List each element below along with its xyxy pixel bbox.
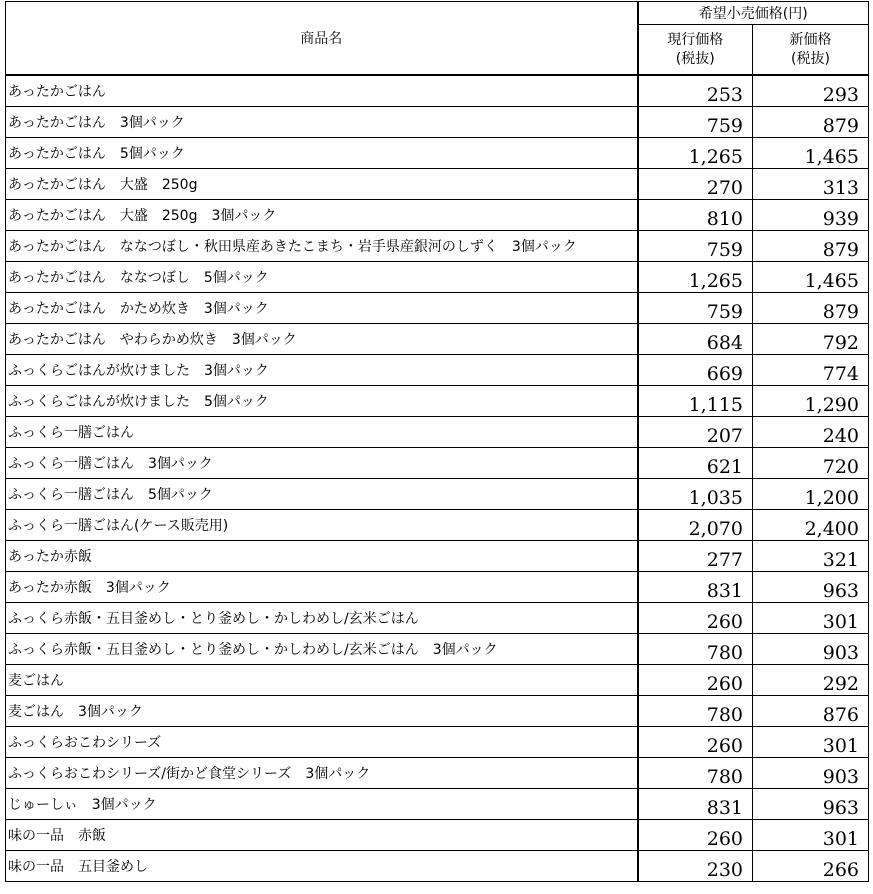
product-name-cell: 麦ごはん 3個パック — [6, 696, 638, 727]
current-price-cell: 207 — [638, 417, 753, 448]
current-price-cell: 1,265 — [638, 138, 753, 169]
table-header — [6, 2, 869, 76]
product-name-cell: あったかごはん 大盛 250g — [6, 169, 638, 200]
product-name-cell: あったかごはん ななつぼし 5個パック — [6, 262, 638, 293]
product-name-cell: ふっくら一膳ごはん 3個パック — [6, 448, 638, 479]
current-price-cell: 831 — [638, 789, 753, 820]
new-price-cell: 792 — [753, 324, 869, 355]
current-price-cell: 1,035 — [638, 479, 753, 510]
table-row — [6, 448, 869, 479]
table-row — [6, 355, 869, 386]
new-price-cell: 321 — [753, 541, 869, 572]
product-name-cell: あったかごはん — [6, 75, 638, 107]
new-price-cell: 1,465 — [753, 262, 869, 293]
product-name-cell: あったか赤飯 3個パック — [6, 572, 638, 603]
new-price-cell: 903 — [753, 634, 869, 665]
product-name-cell: ふっくらおこわシリーズ/街かど食堂シリーズ 3個パック — [6, 758, 638, 789]
product-name-cell: ふっくら一膳ごはん — [6, 417, 638, 448]
new-price-cell: 301 — [753, 727, 869, 758]
table-row — [6, 572, 869, 603]
table-row — [6, 727, 869, 758]
product-name-cell: あったかごはん 3個パック — [6, 107, 638, 138]
new-price-cell: 879 — [753, 293, 869, 324]
new-price-cell: 1,200 — [753, 479, 869, 510]
current-price-cell: 260 — [638, 603, 753, 634]
product-name-cell: ふっくらごはんが炊けました 5個パック — [6, 386, 638, 417]
new-price-cell: 1,290 — [753, 386, 869, 417]
current-price-cell: 759 — [638, 293, 753, 324]
product-name-cell: ふっくら一膳ごはん 5個パック — [6, 479, 638, 510]
current-price-cell: 2,070 — [638, 510, 753, 541]
new-price-cell: 963 — [753, 789, 869, 820]
product-name-cell: あったかごはん 大盛 250g 3個パック — [6, 200, 638, 231]
current-price-cell: 260 — [638, 665, 753, 696]
current-price-cell: 277 — [638, 541, 753, 572]
new-price-cell: 939 — [753, 200, 869, 231]
product-name-cell: あったかごはん ななつぼし・秋田県産あきたこまち・岩手県産銀河のしずく 3個パック — [6, 231, 638, 262]
new-price-cell: 266 — [753, 851, 869, 882]
price-table — [5, 1, 869, 882]
new-price-cell: 903 — [753, 758, 869, 789]
new-price-label: 新価格 — [789, 31, 832, 48]
new-price-cell: 1,465 — [753, 138, 869, 169]
current-price-label: 現行価格 — [667, 31, 724, 48]
current-price-cell: 759 — [638, 231, 753, 262]
table-row — [6, 851, 869, 882]
current-price-cell: 230 — [638, 851, 753, 882]
table-row — [6, 417, 869, 448]
table-row — [6, 75, 869, 107]
current-price-tax-note: (税抜) — [675, 50, 715, 67]
current-price-cell: 253 — [638, 75, 753, 107]
current-price-cell: 780 — [638, 634, 753, 665]
table-row — [6, 634, 869, 665]
table-row — [6, 324, 869, 355]
current-price-cell: 684 — [638, 324, 753, 355]
current-price-cell: 780 — [638, 696, 753, 727]
table-row — [6, 231, 869, 262]
table-row — [6, 665, 869, 696]
table-row — [6, 696, 869, 727]
new-price-cell: 963 — [753, 572, 869, 603]
new-price-cell: 240 — [753, 417, 869, 448]
table-row — [6, 169, 869, 200]
product-name-cell: ふっくら一膳ごはん(ケース販売用) — [6, 510, 638, 541]
new-price-cell: 293 — [753, 75, 869, 107]
table-row — [6, 293, 869, 324]
current-price-cell: 1,265 — [638, 262, 753, 293]
product-name-header: 商品名 — [6, 2, 638, 76]
product-name-cell: ふっくら赤飯・五目釜めし・とり釜めし・かしわめし/玄米ごはん — [6, 603, 638, 634]
product-name-cell: 麦ごはん — [6, 665, 638, 696]
table-row — [6, 386, 869, 417]
retail-price-group-header: 希望小売価格(円) — [638, 2, 869, 25]
product-name-cell: あったか赤飯 — [6, 541, 638, 572]
new-price-cell: 301 — [753, 603, 869, 634]
table-row — [6, 200, 869, 231]
product-name-cell: あったかごはん かため炊き 3個パック — [6, 293, 638, 324]
product-name-cell: 味の一品 五目釜めし — [6, 851, 638, 882]
new-price-cell: 879 — [753, 107, 869, 138]
product-name-cell: あったかごはん 5個パック — [6, 138, 638, 169]
table-row — [6, 541, 869, 572]
table-row — [6, 789, 869, 820]
current-price-cell: 759 — [638, 107, 753, 138]
current-price-cell: 831 — [638, 572, 753, 603]
table-row — [6, 479, 869, 510]
current-price-cell: 260 — [638, 727, 753, 758]
current-price-cell: 270 — [638, 169, 753, 200]
product-name-cell: ふっくら赤飯・五目釜めし・とり釜めし・かしわめし/玄米ごはん 3個パック — [6, 634, 638, 665]
product-name-cell: 味の一品 赤飯 — [6, 820, 638, 851]
table-row — [6, 138, 869, 169]
new-price-header — [753, 25, 869, 76]
product-name-cell: ふっくらごはんが炊けました 3個パック — [6, 355, 638, 386]
new-price-cell: 879 — [753, 231, 869, 262]
table-row — [6, 262, 869, 293]
product-name-cell: じゅーしぃ 3個パック — [6, 789, 638, 820]
product-name-cell: あったかごはん やわらかめ炊き 3個パック — [6, 324, 638, 355]
current-price-cell: 1,115 — [638, 386, 753, 417]
current-price-cell: 810 — [638, 200, 753, 231]
product-name-cell: ふっくらおこわシリーズ — [6, 727, 638, 758]
new-price-cell: 292 — [753, 665, 869, 696]
new-price-cell: 2,400 — [753, 510, 869, 541]
table-row — [6, 107, 869, 138]
table-body — [6, 75, 869, 882]
table-row — [6, 603, 869, 634]
new-price-cell: 301 — [753, 820, 869, 851]
current-price-header — [638, 25, 753, 76]
current-price-cell: 780 — [638, 758, 753, 789]
current-price-cell: 621 — [638, 448, 753, 479]
new-price-tax-note: (税抜) — [791, 50, 830, 67]
current-price-cell: 669 — [638, 355, 753, 386]
new-price-cell: 720 — [753, 448, 869, 479]
table-row — [6, 820, 869, 851]
new-price-cell: 774 — [753, 355, 869, 386]
current-price-cell: 260 — [638, 820, 753, 851]
table-row — [6, 758, 869, 789]
table-row — [6, 510, 869, 541]
new-price-cell: 313 — [753, 169, 869, 200]
new-price-cell: 876 — [753, 696, 869, 727]
